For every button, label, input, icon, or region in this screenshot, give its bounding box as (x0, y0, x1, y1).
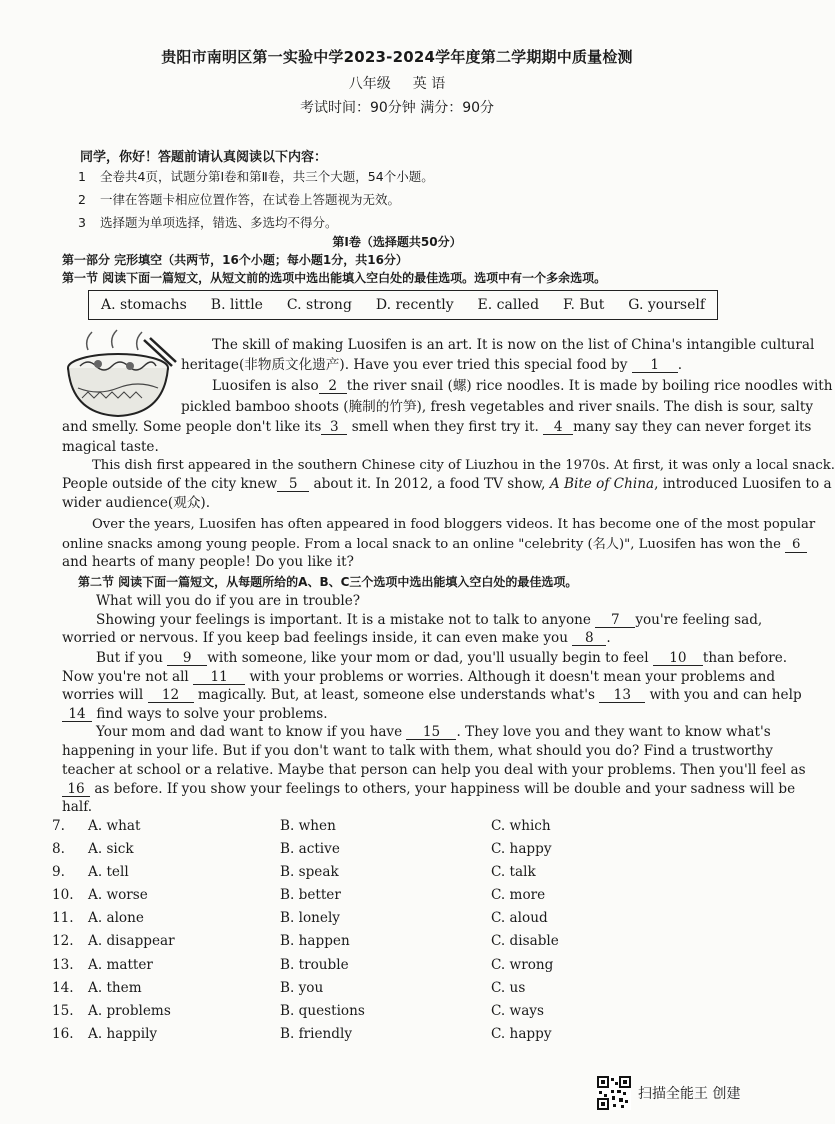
blank-5: 5 (277, 477, 309, 492)
qr-code-icon (597, 1076, 631, 1110)
instruction-text: 全卷共4页，试题分第Ⅰ卷和第Ⅱ卷，共三个大题，54个小题。 (100, 169, 434, 184)
option-g: G. yourself (628, 297, 706, 313)
question-number: 14. (52, 980, 74, 996)
choice-a[interactable]: A. matter (88, 957, 153, 973)
choice-a[interactable]: A. happily (88, 1026, 158, 1042)
passage2-line: Your mom and dad want to know if you have 15 . They love you and they want to know what's (96, 724, 771, 740)
greeting: 同学，你好！答题前请认真阅读以下内容： (80, 150, 328, 165)
question-number: 8. (52, 841, 65, 857)
section1-heading: 第一节 阅读下面一篇短文，从短文前的选项中选出能填入空白处的最佳选项。选项中有一个多余选项。 (62, 271, 607, 285)
option-d: D. recently (375, 297, 454, 313)
choice-b[interactable]: B. better (280, 887, 341, 903)
option-b: B. little (210, 297, 263, 313)
blank-11: 11 (193, 670, 245, 685)
blank-14: 14 (62, 707, 92, 722)
question-number: 10. (52, 887, 74, 903)
choice-c[interactable]: C. us (491, 980, 526, 996)
passage1-line: heritage(非物质文化遗产). Have you ever tried this special food by 1 . (181, 357, 683, 373)
blank-12: 12 (148, 688, 194, 703)
passage1-line: Luosifen is also 2 the river snail (螺) rice noodles. It is made by boiling rice noodles with (212, 378, 833, 394)
blank-1: 1 (632, 358, 678, 373)
instruction-item (78, 213, 338, 231)
exam-info: 考试时间：90分钟 满分：90分 (299, 100, 495, 116)
instruction-num: 2 (78, 192, 86, 207)
choice-a[interactable]: A. tell (88, 864, 129, 880)
part1-title: 第Ⅰ卷（选择题共50分） (332, 235, 462, 249)
option-f: F. But (562, 297, 605, 313)
blank-16: 16 (62, 782, 90, 797)
passage1-line: The skill of making Luosifen is an art. It is now on the list of China's intangible cultural (212, 337, 815, 353)
instruction-text: 一律在答题卡相应位置作答，在试卷上答题视为无效。 (100, 192, 401, 207)
choice-b[interactable]: B. lonely (280, 910, 340, 926)
option-box (88, 290, 718, 320)
passage1-line: wider audience(观众). (62, 495, 211, 511)
choice-b[interactable]: B. friendly (280, 1026, 353, 1042)
choice-a[interactable]: A. alone (88, 910, 144, 926)
choice-a[interactable]: A. disappear (88, 933, 175, 949)
passage2-line: What will you do if you are in trouble? (96, 593, 361, 609)
section2-heading: 第二节 阅读下面一篇短文，从每题所给的A、B、C三个选项中选出能填入空白处的最佳选项。 (78, 575, 578, 589)
question-number: 11. (52, 910, 74, 926)
passage2-line: worries will 12 magically. But, at least, someone else understands what's 13 with you and can help (62, 687, 802, 703)
choice-b[interactable]: B. happen (280, 933, 350, 949)
subject-label: 英 语 (412, 76, 446, 92)
choice-c[interactable]: C. more (491, 887, 546, 903)
blank-9: 9 (167, 651, 207, 666)
passage2-line: teacher at school or a relative. Maybe that person can help you deal with your problems. Then you'll feel as (62, 762, 806, 778)
passage1-line: People outside of the city knew 5 about it. In 2012, a food TV show, A Bite of China, introduced Luosifen to a (62, 476, 832, 492)
instruction-text: 选择题为单项选择，错选、多选均不得分。 (100, 215, 338, 230)
choice-c[interactable]: C. which (491, 818, 551, 834)
section-heading: 第一部分 完形填空（共两节，16个小题；每小题1分，共16分） (62, 253, 408, 267)
question-number: 7. (52, 818, 65, 834)
blank-4: 4 (543, 420, 573, 435)
choice-a[interactable]: A. worse (88, 887, 148, 903)
question-number: 13. (52, 957, 74, 973)
option-c: C. strong (286, 297, 352, 313)
blank-13: 13 (599, 688, 645, 703)
blank-2: 2 (319, 379, 347, 394)
question-number: 9. (52, 864, 65, 880)
passage2-line: happening in your life. But if you don't want to talk with them, what should you do? Find a trustworthy (62, 743, 773, 759)
choice-c[interactable]: C. disable (491, 933, 559, 949)
choice-c[interactable]: C. happy (491, 1026, 552, 1042)
option-a: A. stomachs (100, 297, 187, 313)
choice-a[interactable]: A. them (88, 980, 142, 996)
choice-c[interactable]: C. talk (491, 864, 536, 880)
blank-3: 3 (321, 420, 347, 435)
passage2-line: worried or nervous. If you keep bad feelings inside, it can even make you 8 . (62, 630, 611, 646)
passage2-line: 16 as before. If you show your feelings to others, your happiness will be double and your sadness will be (62, 780, 795, 800)
choice-c[interactable]: C. happy (491, 841, 552, 857)
blank-7: 7 (595, 613, 635, 628)
passage2-line: Showing your feelings is important. It is a mistake not to talk to anyone 7 you're feeling sad, (96, 612, 763, 628)
passage2-line: Now you're not all 11 with your problems or worries. Although it doesn't mean your problems and (62, 669, 776, 685)
blank-8: 8 (572, 631, 606, 646)
passage2-line: half. (62, 799, 93, 815)
choice-c[interactable]: C. ways (491, 1003, 544, 1019)
choice-a[interactable]: A. problems (88, 1003, 171, 1019)
question-number: 12. (52, 933, 74, 949)
scanner-label: 扫描全能王 创建 (638, 1086, 741, 1102)
noodle-bowl-icon (58, 328, 178, 424)
passage2-line: 14 find ways to solve your problems. (62, 705, 328, 725)
question-number: 15. (52, 1003, 74, 1019)
choice-b[interactable]: B. you (280, 980, 324, 996)
passage1-line: and hearts of many people! Do you like it? (62, 554, 354, 570)
passage1-line: Over the years, Luosifen has often appeared in food bloggers videos. It has become one of the most popular (92, 517, 816, 532)
choice-b[interactable]: B. speak (280, 864, 339, 880)
blank-6: 6 (785, 538, 807, 553)
choice-a[interactable]: A. what (88, 818, 141, 834)
choice-b[interactable]: B. questions (280, 1003, 365, 1019)
blank-10: 10 (653, 651, 703, 666)
choice-b[interactable]: B. trouble (280, 957, 349, 973)
choice-c[interactable]: C. wrong (491, 957, 554, 973)
passage1-line: pickled bamboo shoots (腌制的竹笋), fresh vegetables and river snails. The dish is sour, salty (181, 399, 814, 415)
blank-15: 15 (406, 725, 456, 740)
passage1-line: and smelly. Some people don't like its 3 smell when they first try it. 4 many say they can never forget its (62, 419, 812, 435)
instruction-num: 3 (78, 215, 86, 230)
question-number: 16. (52, 1026, 74, 1042)
passage1-line: magical taste. (62, 439, 159, 455)
option-e: E. called (477, 297, 540, 313)
instruction-num: 1 (78, 169, 86, 184)
choice-b[interactable]: B. when (280, 818, 336, 834)
choice-b[interactable]: B. active (280, 841, 340, 857)
exam-title: 贵阳市南明区第一实验中学2023-2024学年度第二学期期中质量检测 (161, 48, 633, 66)
grade-label: 八年级 (348, 76, 391, 92)
instruction-item (78, 167, 434, 185)
choice-a[interactable]: A. sick (88, 841, 134, 857)
choice-c[interactable]: C. aloud (491, 910, 548, 926)
passage1-line: This dish first appeared in the southern Chinese city of Liuzhou in the 1970s. At first, it was only a local snack. (92, 458, 835, 473)
passage1-line: online snacks among young people. From a local snack to an online "celebrity (名人)", Luosifen has won the 6 (62, 535, 807, 555)
passage2-line: But if you 9 with someone, like your mom or dad, you'll usually begin to feel 10 than before. (96, 650, 788, 666)
grade-subject (0, 73, 794, 93)
instruction-item (78, 190, 400, 208)
